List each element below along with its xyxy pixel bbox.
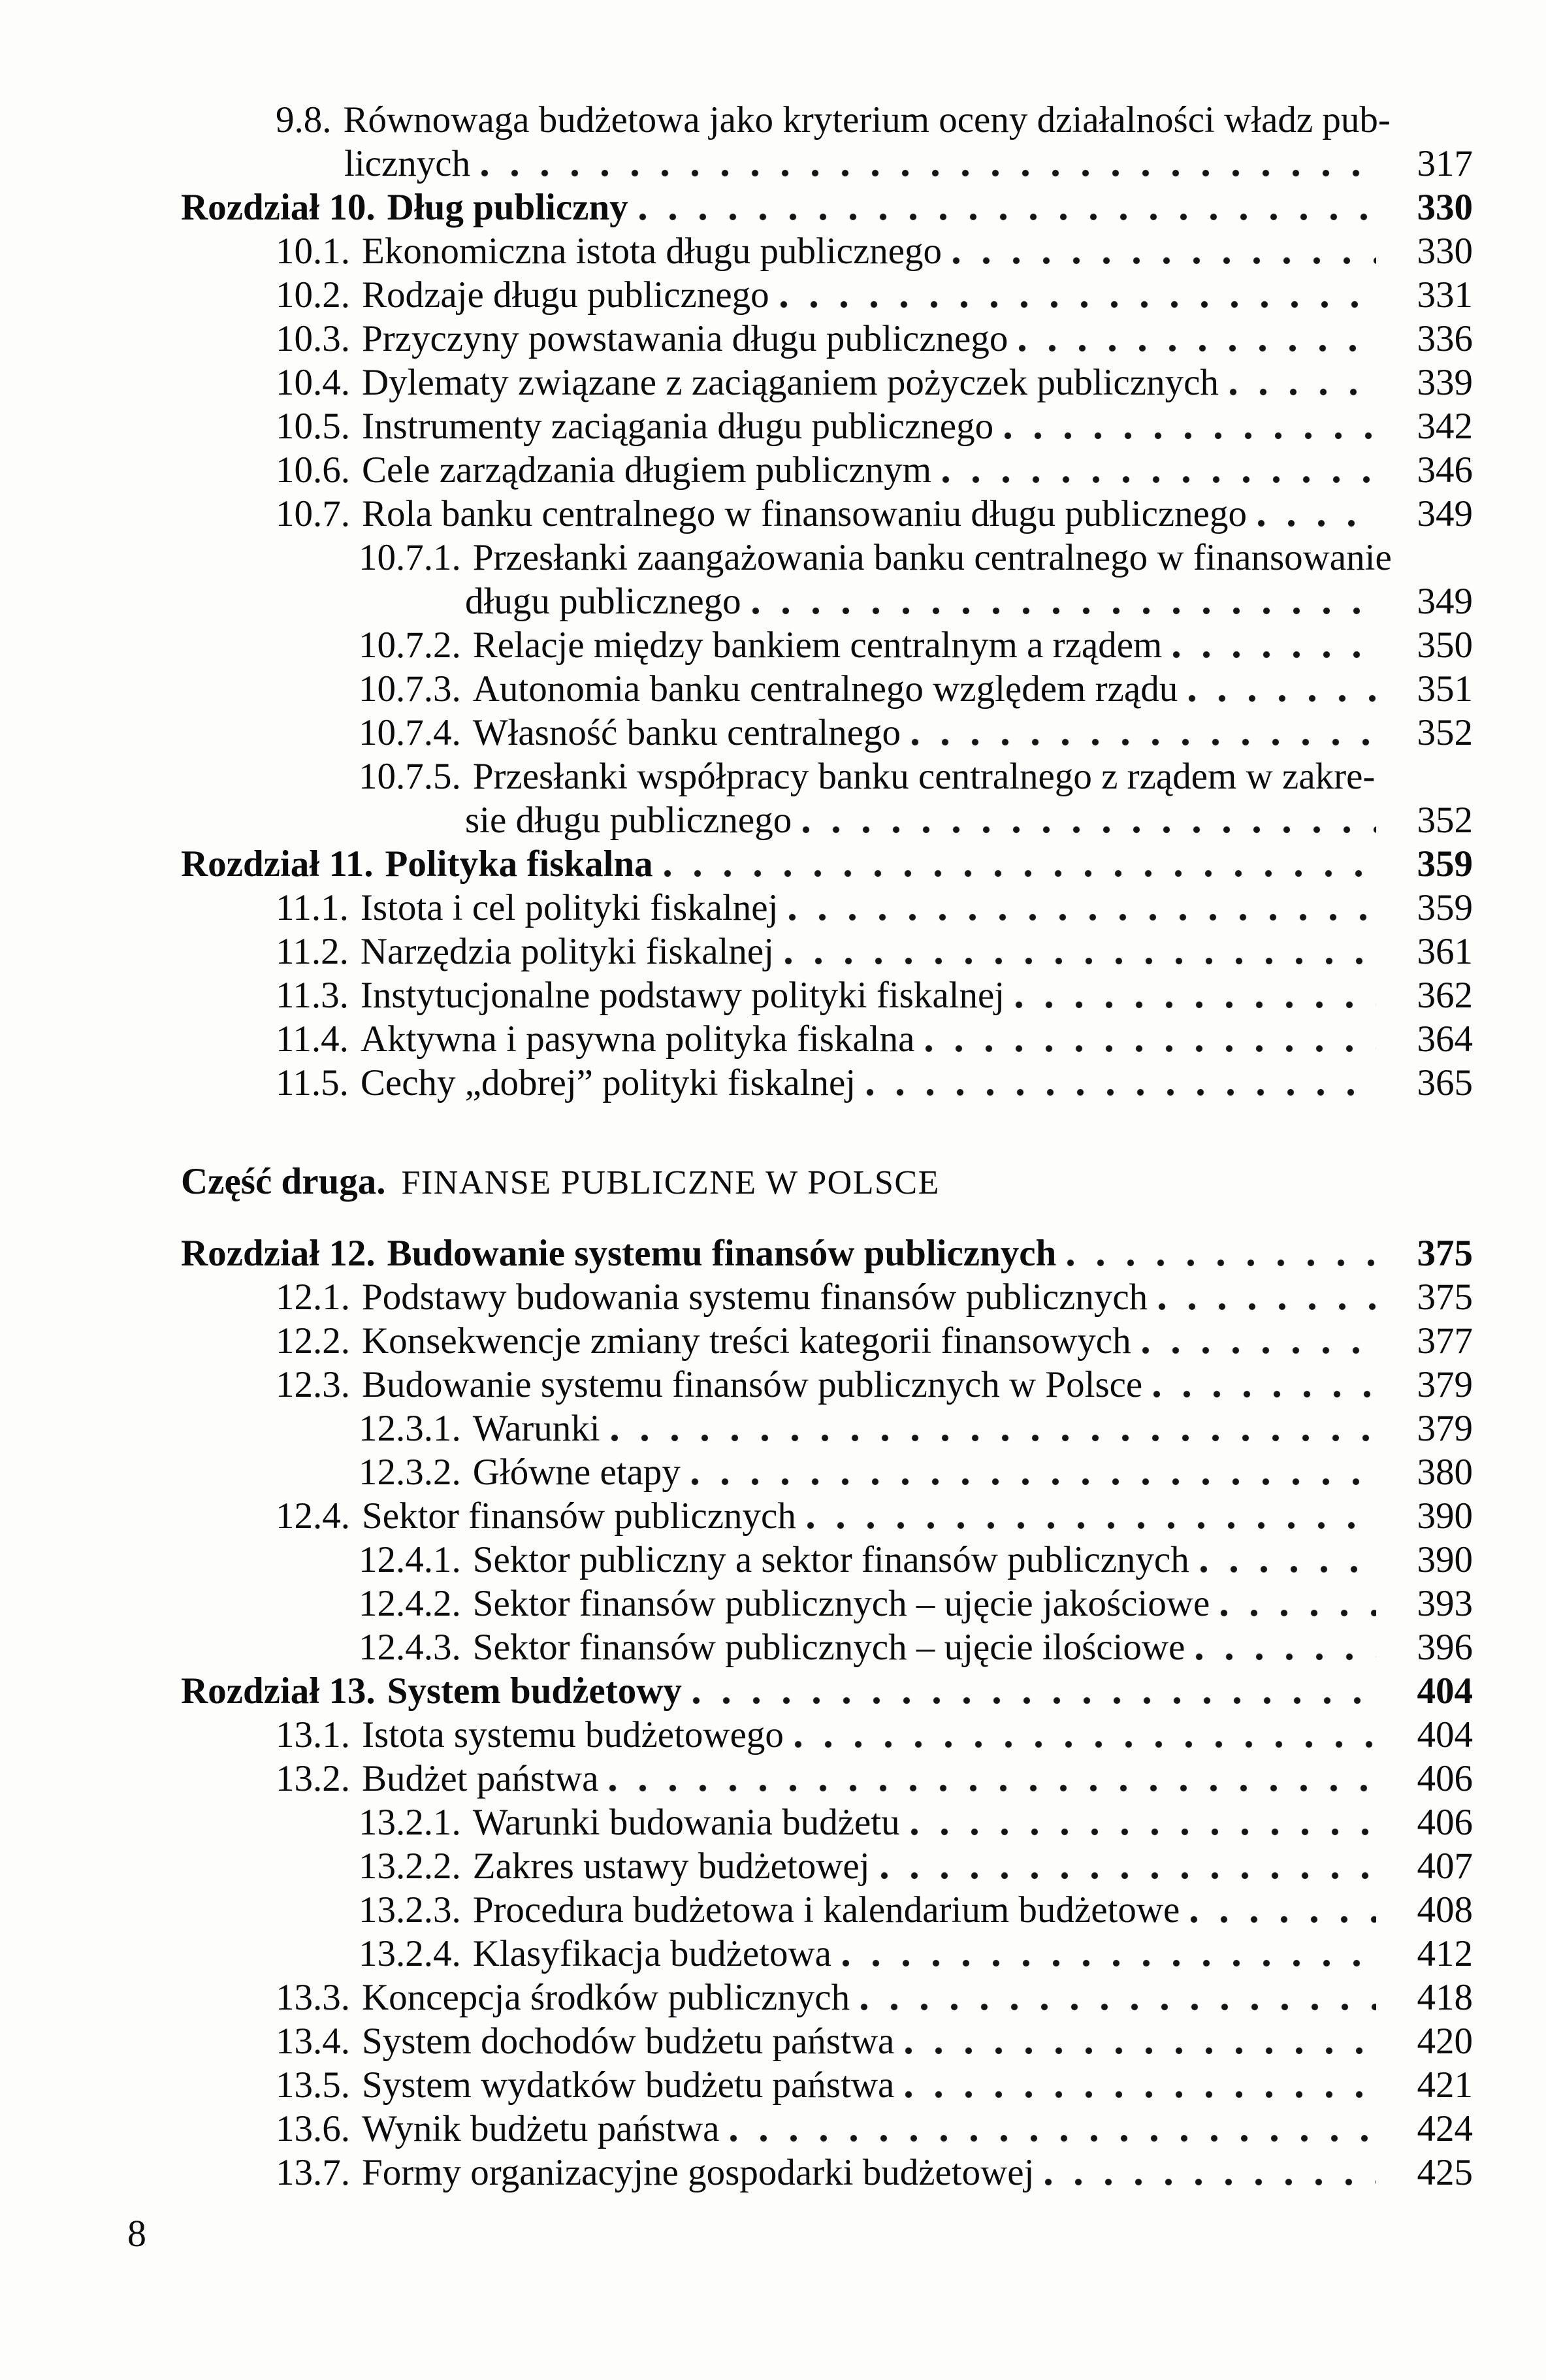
dot-leader: [925, 1045, 1376, 1052]
part-heading-label: Część druga.: [181, 1161, 386, 1202]
toc-entry: [181, 536, 1473, 579]
entry-number: Rozdział 11.: [181, 843, 374, 885]
dot-leader: [730, 2134, 1376, 2142]
entry-number: 11.4.: [276, 1019, 349, 1060]
part-heading-caps: FINANSE PUBLICZNE W POLSCE: [401, 1164, 940, 1201]
entry-page-number: 364: [1417, 1019, 1473, 1060]
entry-page-number: 406: [1417, 1758, 1473, 1799]
entry-page-number: 404: [1417, 1671, 1473, 1712]
entry-page-number: 359: [1417, 887, 1473, 928]
dot-leader: [1188, 694, 1376, 702]
entry-title: Rola banku centralnego w finansowaniu długu publicznego: [362, 493, 1247, 534]
toc-entry: [181, 1669, 1473, 1713]
entry-page-number: 336: [1417, 318, 1473, 359]
dot-leader: [1257, 519, 1376, 527]
entry-page-number: 412: [1417, 1933, 1473, 1974]
dot-leader: [639, 213, 1376, 221]
toc-entry: [181, 1319, 1473, 1363]
entry-title: Sektor finansów publicznych: [362, 1495, 796, 1537]
entry-number: 12.3.1.: [359, 1408, 461, 1449]
toc-entry: [181, 1713, 1473, 1757]
footer-page-number: 8: [127, 2212, 146, 2255]
entry-title: System dochodów budżetu państwa: [362, 2021, 895, 2062]
entry-title: Instrumenty zaciągania długu publicznego: [362, 406, 994, 447]
entry-title: długu publicznego: [465, 581, 741, 622]
entry-number: 12.4.3.: [359, 1627, 461, 1668]
entry-title: Zakres ustawy budżetowej: [472, 1846, 870, 1887]
entry-title: Formy organizacyjne gospodarki budżetowej: [362, 2152, 1035, 2193]
dot-leader: [802, 826, 1376, 834]
dot-leader: [1190, 1915, 1376, 1923]
dot-leader: [1172, 651, 1376, 659]
entry-title: Dług publiczny: [387, 187, 628, 228]
dot-leader: [788, 913, 1376, 921]
part-heading: [181, 1160, 1473, 1203]
toc-entry: [181, 1450, 1473, 1494]
dot-leader: [807, 1522, 1376, 1529]
entry-title: Przyczyny powstawania długu publicznego: [362, 318, 1008, 359]
dot-leader: [866, 1088, 1376, 1096]
entry-title: Warunki budowania budżetu: [472, 1802, 900, 1843]
toc-entry: [181, 317, 1473, 361]
dot-leader: [1018, 344, 1376, 352]
entry-number: 12.4.: [276, 1495, 350, 1537]
entry-page-number: 420: [1417, 2021, 1473, 2062]
entry-number: 10.7.5.: [359, 756, 461, 797]
entry-title: Autonomia banku centralnego względem rządu: [472, 668, 1178, 709]
entry-page-number: 361: [1417, 931, 1473, 972]
entry-page-number: 425: [1417, 2152, 1473, 2193]
entry-number: 10.5.: [276, 406, 350, 447]
entry-page-number: 377: [1417, 1320, 1473, 1361]
entry-number: Rozdział 10.: [181, 187, 376, 228]
entry-number: 13.7.: [276, 2152, 350, 2193]
entry-title: Równowaga budżetowa jako kryterium oceny działalności władz pub-: [343, 99, 1391, 140]
entry-page-number: 406: [1417, 1802, 1473, 1843]
toc-entry: [181, 98, 1473, 142]
toc-entry: [181, 930, 1473, 973]
entry-number: 10.7.2.: [359, 625, 461, 666]
entry-title: Podstawy budowania systemu finansów publicznych: [362, 1277, 1148, 1318]
toc-entry: [181, 448, 1473, 492]
entry-number: 10.7.4.: [359, 712, 461, 753]
dot-leader: [952, 257, 1376, 265]
entry-page-number: 421: [1417, 2064, 1473, 2106]
entry-title: sie długu publicznego: [465, 800, 792, 841]
entry-number: 9.8.: [276, 99, 332, 140]
entry-title: Konsekwencje zmiany treści kategorii finansowych: [362, 1320, 1131, 1361]
entry-number: 10.7.1.: [359, 537, 461, 578]
entry-page-number: 352: [1417, 800, 1473, 841]
dot-leader: [691, 1478, 1376, 1486]
entry-number: Rozdział 13.: [181, 1671, 376, 1712]
dot-leader: [692, 1697, 1376, 1704]
entry-title: Budowanie systemu finansów publicznych: [387, 1233, 1057, 1274]
toc-entry: [181, 1625, 1473, 1669]
entry-number: 11.2.: [276, 931, 349, 972]
dot-leader: [752, 607, 1376, 615]
entry-title: Klasyfikacja budżetowa: [472, 1933, 831, 1974]
toc-entry: [181, 1757, 1473, 1801]
entry-title: Sektor finansów publicznych – ujęcie ilościowe: [472, 1627, 1185, 1668]
entry-page-number: 342: [1417, 406, 1473, 447]
entry-number: 10.3.: [276, 318, 350, 359]
entry-page-number: 362: [1417, 975, 1473, 1016]
dot-leader: [664, 870, 1376, 877]
entry-page-number: 365: [1417, 1062, 1473, 1103]
entry-number: 13.3.: [276, 1977, 350, 2018]
entry-page-number: 418: [1417, 1977, 1473, 2018]
dot-leader: [880, 1872, 1376, 1880]
entry-page-number: 393: [1417, 1583, 1473, 1624]
entry-number: 13.4.: [276, 2021, 350, 2062]
toc-entry: [181, 1494, 1473, 1538]
toc-entry: [181, 1538, 1473, 1582]
dot-leader: [1004, 432, 1376, 440]
entry-title: Istota i cel polityki fiskalnej: [360, 887, 779, 928]
dot-leader: [842, 1959, 1376, 1967]
entry-page-number: 346: [1417, 449, 1473, 491]
entry-number: 10.7.3.: [359, 668, 461, 709]
entry-title: licznych: [344, 143, 471, 184]
entry-number: 10.6.: [276, 449, 350, 491]
entry-page-number: 424: [1417, 2108, 1473, 2149]
entry-title: System wydatków budżetu państwa: [362, 2064, 895, 2106]
dot-leader: [1142, 1346, 1376, 1354]
dot-leader: [794, 1740, 1376, 1748]
toc-entry: [181, 1888, 1473, 1932]
entry-number: 10.7.: [276, 493, 350, 534]
entry-number: 10.1.: [276, 231, 350, 272]
entry-title: Przesłanki zaangażowania banku centralnego w finansowanie: [472, 537, 1392, 578]
entry-page-number: 379: [1417, 1364, 1473, 1405]
entry-page-number: 380: [1417, 1452, 1473, 1493]
entry-title: Aktywna i pasywna polityka fiskalna: [360, 1019, 915, 1060]
entry-page-number: 407: [1417, 1846, 1473, 1887]
entry-number: 13.6.: [276, 2108, 350, 2149]
toc-entry: [181, 2151, 1473, 2194]
toc-entry: [181, 886, 1473, 930]
toc-entry: [181, 361, 1473, 404]
entry-title: Ekonomiczna istota długu publicznego: [362, 231, 942, 272]
dot-leader: [905, 2091, 1376, 2098]
dot-leader: [1220, 1609, 1376, 1617]
entry-page-number: 331: [1417, 274, 1473, 316]
toc-entry: [181, 623, 1473, 667]
entry-page-number: 396: [1417, 1627, 1473, 1668]
entry-title: Sektor publiczny a sektor finansów publicznych: [472, 1539, 1189, 1580]
entry-number: 13.2.: [276, 1758, 350, 1799]
toc-entry: [181, 579, 1473, 623]
toc-entry: [181, 2019, 1473, 2063]
entry-page-number: 375: [1417, 1277, 1473, 1318]
entry-title: Warunki: [472, 1408, 600, 1449]
entry-title: Narzędzia polityki fiskalnej: [360, 931, 774, 972]
toc-entry: [181, 711, 1473, 755]
dot-leader: [911, 738, 1376, 746]
entry-title: Procedura budżetowa i kalendarium budżetowe: [472, 1889, 1180, 1931]
entry-number: 13.2.2.: [359, 1846, 461, 1887]
entry-title: Instytucjonalne podstawy polityki fiskalnej: [360, 975, 1005, 1016]
entry-page-number: 379: [1417, 1408, 1473, 1449]
entry-number: 10.2.: [276, 274, 350, 316]
entry-title: Cele zarządzania długiem publicznym: [362, 449, 932, 491]
toc-entry: [181, 1976, 1473, 2019]
entry-title: Dylematy związane z zaciąganiem pożyczek publicznych: [362, 362, 1219, 403]
dot-leader: [905, 2047, 1376, 2055]
dot-leader: [1067, 1259, 1376, 1267]
toc-entry: [181, 667, 1473, 711]
entry-title: Budżet państwa: [362, 1758, 599, 1799]
entry-page-number: 390: [1417, 1495, 1473, 1537]
toc-list: [181, 98, 1473, 2194]
entry-title: Rodzaje długu publicznego: [362, 274, 769, 316]
entry-page-number: 351: [1417, 668, 1473, 709]
toc-entry: [181, 186, 1473, 229]
toc-entry: [181, 1407, 1473, 1450]
entry-page-number: 339: [1417, 362, 1473, 403]
toc-entry: [181, 973, 1473, 1017]
entry-number: 11.1.: [276, 887, 349, 928]
dot-leader: [910, 1828, 1376, 1836]
entry-title: Budowanie systemu finansów publicznych w Polsce: [362, 1364, 1143, 1405]
entry-title: Polityka fiskalna: [385, 843, 653, 885]
entry-number: 12.4.1.: [359, 1539, 461, 1580]
toc-entry: [181, 229, 1473, 273]
dot-leader: [780, 301, 1376, 308]
dot-leader: [1015, 1001, 1376, 1009]
dot-leader: [1153, 1390, 1376, 1398]
dot-leader: [1200, 1565, 1376, 1573]
toc-entry: [181, 1582, 1473, 1625]
entry-page-number: 349: [1417, 493, 1473, 534]
toc-entry: [181, 1017, 1473, 1061]
dot-leader: [1044, 2178, 1376, 2186]
entry-page-number: 317: [1417, 143, 1473, 184]
entry-page-number: 390: [1417, 1539, 1473, 1580]
entry-title: Cechy „dobrej” polityki fiskalnej: [360, 1062, 856, 1103]
entry-number: 12.4.2.: [359, 1583, 461, 1624]
entry-page-number: 375: [1417, 1233, 1473, 1274]
entry-number: Rozdział 12.: [181, 1233, 376, 1274]
entry-title: Sektor finansów publicznych – ujęcie jakościowe: [472, 1583, 1210, 1624]
entry-number: 12.1.: [276, 1277, 350, 1318]
entry-page-number: 408: [1417, 1889, 1473, 1931]
dot-leader: [942, 476, 1376, 483]
toc-entry: [181, 273, 1473, 317]
entry-number: 11.5.: [276, 1062, 349, 1103]
entry-page-number: 330: [1417, 187, 1473, 228]
dot-leader: [1158, 1303, 1376, 1311]
entry-page-number: 404: [1417, 1714, 1473, 1755]
dot-leader: [1195, 1653, 1376, 1661]
dot-leader: [609, 1784, 1376, 1792]
entry-number: 13.2.3.: [359, 1889, 461, 1931]
toc-entry: [181, 1275, 1473, 1319]
entry-title: Własność banku centralnego: [472, 712, 901, 753]
entry-page-number: 350: [1417, 625, 1473, 666]
dot-leader: [1229, 388, 1376, 396]
entry-number: 12.2.: [276, 1320, 350, 1361]
toc-entry: [181, 755, 1473, 798]
toc-entry: [181, 842, 1473, 886]
entry-page-number: 349: [1417, 581, 1473, 622]
toc-entry: [181, 1932, 1473, 1976]
entry-number: 13.5.: [276, 2064, 350, 2106]
toc-entry: [181, 142, 1473, 186]
entry-title: Istota systemu budżetowego: [362, 1714, 784, 1755]
entry-page-number: 352: [1417, 712, 1473, 753]
toc-entry: [181, 404, 1473, 448]
entry-title: Główne etapy: [472, 1452, 681, 1493]
entry-title: Przesłanki współpracy banku centralnego z rządem w zakre-: [472, 756, 1376, 797]
dot-leader: [784, 957, 1376, 965]
entry-title: System budżetowy: [387, 1671, 682, 1712]
toc-entry: [181, 2063, 1473, 2107]
entry-number: 12.3.2.: [359, 1452, 461, 1493]
entry-page-number: 359: [1417, 843, 1473, 885]
entry-number: 11.3.: [276, 975, 349, 1016]
entry-number: 10.4.: [276, 362, 350, 403]
entry-number: 12.3.: [276, 1364, 350, 1405]
entry-page-number: 330: [1417, 231, 1473, 272]
dot-leader: [860, 2003, 1376, 2011]
toc-entry: [181, 1844, 1473, 1888]
toc-entry: [181, 1801, 1473, 1844]
dot-leader: [481, 169, 1376, 177]
entry-title: Wynik budżetu państwa: [362, 2108, 720, 2149]
toc-entry: [181, 1061, 1473, 1105]
toc-entry: [181, 1231, 1473, 1275]
toc-entry: [181, 2107, 1473, 2151]
entry-title: Koncepcja środków publicznych: [362, 1977, 850, 2018]
toc-entry: [181, 492, 1473, 536]
toc-entry: [181, 798, 1473, 842]
dot-leader: [611, 1434, 1376, 1442]
toc-entry: [181, 1363, 1473, 1407]
entry-number: 13.1.: [276, 1714, 350, 1755]
entry-number: 13.2.4.: [359, 1933, 461, 1974]
entry-number: 13.2.1.: [359, 1802, 461, 1843]
entry-title: Relacje między bankiem centralnym a rządem: [472, 625, 1163, 666]
